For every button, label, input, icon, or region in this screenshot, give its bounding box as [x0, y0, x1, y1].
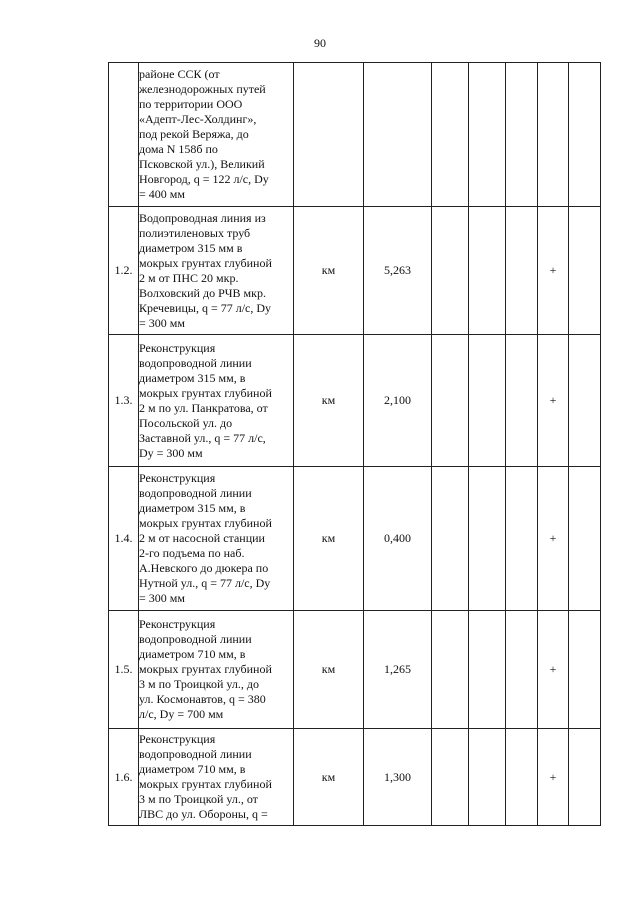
row-description: Реконструкция водопроводной линии диаметром 315 мм, в мокрых грунтах глубиной 2 м по ул. Панкратова, от Посольской ул. до Заставной ул., q = 77 л/с, Dу = 300 мм: [139, 335, 294, 467]
row-quantity: 1,300: [364, 729, 432, 826]
empty-cell: [469, 729, 506, 826]
row-description: Водопроводная линия из полиэтиленовых труб диаметром 315 мм в мокрых грунтах глубиной 2 м от ПНС 20 мкр. Волховский до РЧВ мкр. Кречевицы, q = 77 л/с, Dу = 300 мм: [139, 207, 294, 335]
empty-cell: [506, 207, 538, 335]
empty-cell: [469, 207, 506, 335]
empty-cell: [569, 63, 601, 207]
page-number: 90: [314, 36, 326, 50]
row-unit: км: [294, 611, 364, 729]
row-description: Реконструкция водопроводной линии диаметром 315 мм, в мокрых грунтах глубиной 2 м от насосной станции 2-го подъема по наб. А.Невского до дюкера по Нутной ул., q = 77 л/с, Dу = 300 мм: [139, 467, 294, 611]
row-mark: +: [538, 335, 569, 467]
row-description: Реконструкция водопроводной линии диаметром 710 мм, в мокрых грунтах глубиной 3 м по Троицкой ул., до ул. Космонавтов, q = 380 л/с, Dу = 700 мм: [139, 611, 294, 729]
table-row: [109, 207, 601, 335]
row-number: [109, 63, 139, 207]
row-unit: км: [294, 467, 364, 611]
table-row: [109, 63, 601, 207]
row-number: 1.5.: [109, 611, 139, 729]
row-unit: [294, 63, 364, 207]
empty-cell: [569, 207, 601, 335]
table-row: [109, 611, 601, 729]
row-quantity: 5,263: [364, 207, 432, 335]
table-row: [109, 729, 601, 826]
empty-cell: [469, 63, 506, 207]
row-mark: +: [538, 611, 569, 729]
row-mark: +: [538, 207, 569, 335]
row-mark: +: [538, 467, 569, 611]
empty-cell: [432, 729, 469, 826]
empty-cell: [432, 467, 469, 611]
empty-cell: [506, 467, 538, 611]
empty-cell: [469, 467, 506, 611]
empty-cell: [432, 611, 469, 729]
empty-cell: [569, 729, 601, 826]
empty-cell: [432, 335, 469, 467]
row-description: Реконструкция водопроводной линии диаметром 710 мм, в мокрых грунтах глубиной 3 м по Троицкой ул., от ЛВС до ул. Обороны, q =: [139, 729, 294, 826]
empty-cell: [469, 335, 506, 467]
row-mark: [538, 63, 569, 207]
row-description: районе ССК (от железнодорожных путей по территории ООО «Адепт-Лес-Холдинг», под рекой Веряжа, до дома N 158б по Псковской ул.), Великий Новгород, q = 122 л/с, Dу = 400 мм: [139, 63, 294, 207]
empty-cell: [506, 611, 538, 729]
empty-cell: [506, 63, 538, 207]
row-quantity: [364, 63, 432, 207]
row-unit: км: [294, 335, 364, 467]
empty-cell: [432, 63, 469, 207]
table-row: [109, 467, 601, 611]
empty-cell: [569, 335, 601, 467]
empty-cell: [432, 207, 469, 335]
empty-cell: [569, 611, 601, 729]
row-number: 1.3.: [109, 335, 139, 467]
row-unit: км: [294, 729, 364, 826]
row-quantity: 0,400: [364, 467, 432, 611]
row-quantity: 1,265: [364, 611, 432, 729]
empty-cell: [469, 611, 506, 729]
works-table: [108, 62, 601, 826]
row-unit: км: [294, 207, 364, 335]
empty-cell: [506, 335, 538, 467]
row-quantity: 2,100: [364, 335, 432, 467]
row-mark: +: [538, 729, 569, 826]
row-number: 1.4.: [109, 467, 139, 611]
row-number: 1.6.: [109, 729, 139, 826]
table-row: [109, 335, 601, 467]
empty-cell: [506, 729, 538, 826]
row-number: 1.2.: [109, 207, 139, 335]
empty-cell: [569, 467, 601, 611]
